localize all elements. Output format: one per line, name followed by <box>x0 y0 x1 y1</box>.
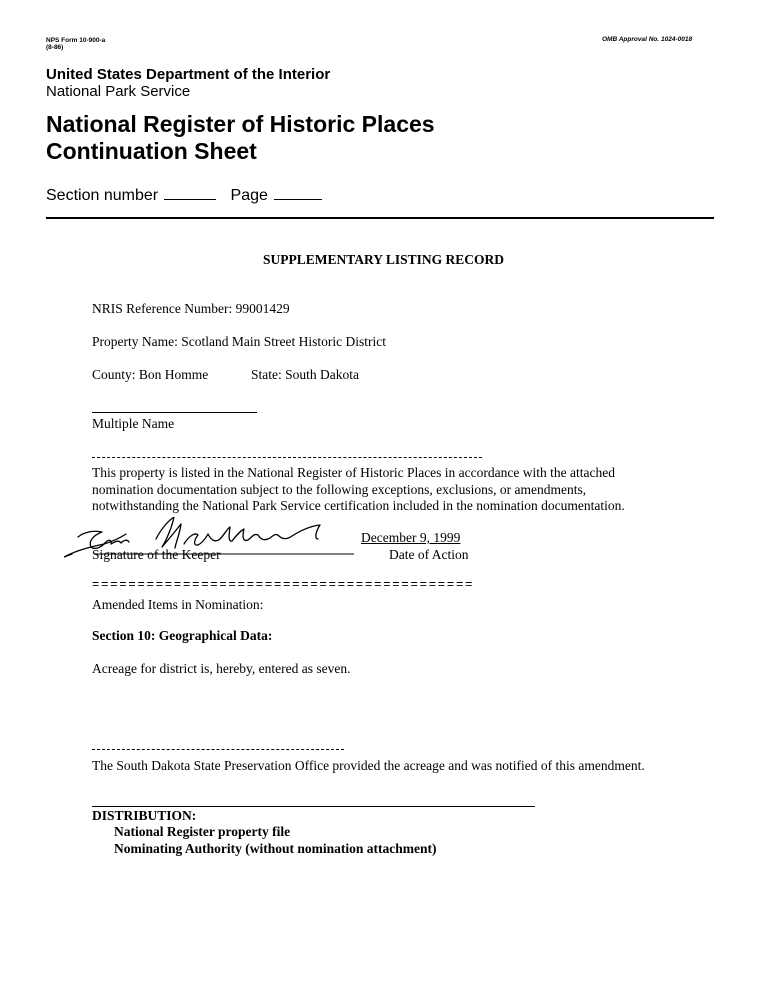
statement-line-3: notwithstanding the National Park Service certification included in the nomination documentation. <box>92 498 625 513</box>
section-number-label: Section number <box>46 187 159 204</box>
nris-reference: NRIS Reference Number: 99001429 <box>92 301 290 316</box>
omb-approval: OMB Approval No. 1024-0018 <box>602 36 693 43</box>
date-of-action-value: December 9, 1999 <box>361 530 461 545</box>
page-number-blank <box>274 198 322 200</box>
form-title-line1: National Register of Historic Places <box>46 111 435 137</box>
notification-text: The South Dakota State Preservation Office provided the acreage and was notified of this amendment. <box>92 758 645 773</box>
page-label: Page <box>230 187 268 204</box>
department-name: United States Department of the Interior <box>46 66 331 83</box>
amended-items-label: Amended Items in Nomination: <box>92 597 264 612</box>
agency-name: National Park Service <box>46 83 191 100</box>
county: County: Bon Homme <box>92 367 209 382</box>
distribution-rule <box>92 806 535 807</box>
dashed-divider-2 <box>92 749 344 750</box>
form-number: NPS Form 10-900-a <box>46 37 106 44</box>
section-page-line <box>46 187 326 205</box>
distribution-label: DISTRIBUTION: <box>92 808 197 823</box>
property-name: Property Name: Scotland Main Street Historic District <box>92 334 386 349</box>
section-10-heading: Section 10: Geographical Data: <box>92 628 273 643</box>
distribution-item: National Register property file <box>114 824 291 839</box>
double-separator: ========================================== <box>92 577 475 591</box>
signature-label: Signature of the Keeper <box>92 547 221 562</box>
date-of-action-label: Date of Action <box>389 547 469 562</box>
section-number-blank <box>164 198 216 200</box>
form-title-line2: Continuation Sheet <box>46 138 257 164</box>
multiple-name-blank <box>92 412 257 413</box>
statement-line-1: This property is listed in the National Register of Historic Places in accordance with the attached <box>92 465 615 480</box>
acreage-text: Acreage for district is, hereby, entered as seven. <box>92 661 351 676</box>
form-revision: (8-86) <box>46 44 64 51</box>
distribution-item: Nominating Authority (without nomination attachment) <box>114 841 437 856</box>
dashed-divider-1 <box>92 457 482 458</box>
record-heading: SUPPLEMENTARY LISTING RECORD <box>262 252 505 267</box>
state: State: South Dakota <box>251 367 359 382</box>
statement-line-2: nomination documentation subject to the following exceptions, exclusions, or amendments, <box>92 482 587 497</box>
header-rule <box>46 217 714 219</box>
multiple-name-label: Multiple Name <box>92 416 175 431</box>
